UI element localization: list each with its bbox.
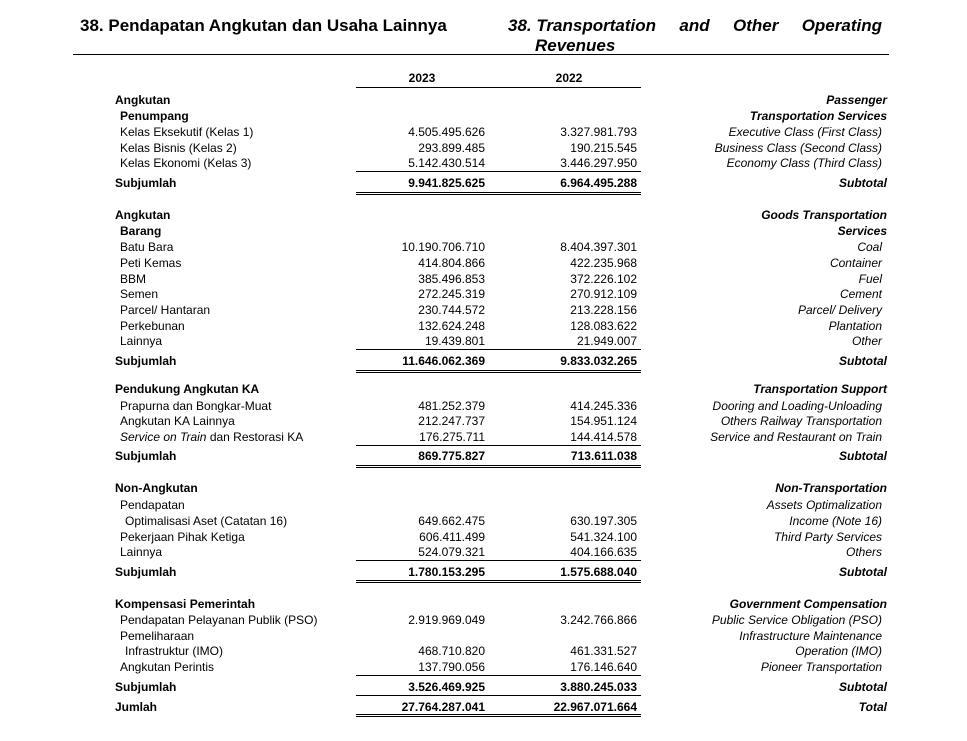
value-2022: 3.242.766.866 — [560, 613, 637, 627]
value-2023: 3.526.469.925 — [408, 680, 485, 694]
row-label: Angkutan — [115, 93, 171, 107]
row-label: Pemeliharaan — [120, 629, 195, 643]
value-2023: 468.710.820 — [418, 644, 485, 658]
total-double-rule — [356, 370, 504, 373]
title-en-line2: Revenues — [535, 36, 616, 55]
value-2023: 230.744.572 — [418, 303, 485, 317]
row-label-en: Government Compensation — [729, 597, 887, 611]
value-2022: 3.446.297.950 — [560, 156, 637, 170]
table-row — [0, 497, 967, 513]
row-label-en: Business Class (Second Class) — [714, 141, 882, 155]
table-row — [0, 318, 967, 334]
row-label: Jumlah — [115, 700, 158, 714]
row-label: Angkutan — [115, 208, 171, 222]
table-row — [0, 529, 967, 545]
row-label: Barang — [120, 224, 162, 238]
table-row — [0, 302, 967, 318]
row-label: Service on Train dan Restorasi KA — [120, 430, 304, 444]
total-double-rule — [493, 370, 641, 373]
value-2023: 649.662.475 — [418, 514, 485, 528]
section-header-row — [0, 223, 967, 239]
value-2023: 137.790.056 — [418, 660, 485, 674]
table-row — [0, 140, 967, 156]
sum-rule — [493, 445, 641, 446]
row-label-en: Dooring and Loading-Unloading — [712, 399, 882, 413]
row-label: Subjumlah — [115, 176, 177, 190]
row-label: Perkebunan — [120, 319, 185, 333]
col-header-rule — [356, 87, 504, 88]
title-en-word: Operating — [801, 16, 882, 35]
value-2023: 414.804.866 — [418, 256, 485, 270]
row-label: Kelas Ekonomi (Kelas 3) — [120, 156, 252, 170]
row-label-en: Transportation Support — [753, 382, 887, 396]
value-2022: 414.245.336 — [570, 399, 637, 413]
value-2022: 1.575.688.040 — [560, 565, 637, 579]
row-label: Pendapatan — [120, 498, 185, 512]
sum-rule — [356, 695, 504, 696]
row-label-en: Coal — [857, 240, 882, 254]
value-2022: 630.197.305 — [570, 514, 637, 528]
sum-rule — [493, 560, 641, 561]
row-label: Penumpang — [120, 109, 189, 123]
value-2022: 176.146.640 — [570, 660, 637, 674]
section-header-row — [0, 480, 967, 496]
total-double-rule — [356, 714, 504, 717]
row-label-en: Fuel — [858, 272, 882, 286]
section-header-row — [0, 108, 967, 124]
sum-rule — [493, 171, 641, 172]
subtotal-row — [0, 448, 967, 464]
section-header-row — [0, 92, 967, 108]
total-double-rule — [493, 580, 641, 583]
row-label-en: Goods Transportation — [761, 208, 887, 222]
row-label-en: Container — [829, 256, 882, 270]
section-header-row — [0, 381, 967, 397]
row-label: Infrastruktur (IMO) — [125, 644, 224, 658]
value-2022: 3.327.981.793 — [560, 125, 637, 139]
value-2023: 1.780.153.295 — [408, 565, 485, 579]
value-2022: 8.404.397.301 — [560, 240, 637, 254]
subtotal-row — [0, 353, 967, 369]
row-label: Subjumlah — [115, 449, 177, 463]
table-row — [0, 255, 967, 271]
row-label-en: Cement — [839, 287, 882, 301]
row-label-en: Transportation Services — [749, 109, 887, 123]
value-2023: 132.624.248 — [418, 319, 485, 333]
sum-rule — [493, 695, 641, 696]
row-label-en: Parcel/ Delivery — [797, 303, 882, 317]
value-2023: 11.646.062.369 — [402, 354, 485, 368]
value-2022: 372.226.102 — [570, 272, 637, 286]
value-2023: 10.190.706.710 — [401, 240, 485, 254]
row-label: Subjumlah — [115, 680, 177, 694]
title-en-word: and — [679, 16, 710, 35]
row-label: Non-Angkutan — [115, 481, 198, 495]
table-row — [0, 333, 967, 349]
table-row — [0, 271, 967, 287]
table-row — [0, 398, 967, 414]
table-row — [0, 513, 967, 529]
row-label-en: Public Service Obligation (PSO) — [711, 613, 882, 627]
value-2023: 5.142.430.514 — [408, 156, 485, 170]
value-2023: 293.899.485 — [418, 141, 485, 155]
value-2022: 6.964.495.288 — [560, 176, 637, 190]
row-label-en: Subtotal — [839, 680, 887, 694]
row-label: Parcel/ Hantaran — [120, 303, 211, 317]
row-label: Subjumlah — [115, 354, 177, 368]
value-2023: 19.439.801 — [424, 334, 485, 348]
title-en-word: Other — [732, 16, 779, 35]
value-2022: 3.880.245.033 — [560, 680, 637, 694]
row-label: Subjumlah — [115, 565, 177, 579]
value-2022: 713.611.038 — [570, 449, 637, 463]
col-header-rule — [493, 87, 641, 88]
table-row — [0, 239, 967, 255]
row-label-en: Services — [837, 224, 887, 238]
row-label: Angkutan Perintis — [120, 660, 215, 674]
sum-rule — [356, 445, 504, 446]
row-label-en: Subtotal — [839, 565, 887, 579]
total-double-rule — [356, 465, 504, 468]
value-2023: 272.245.319 — [418, 287, 485, 301]
row-label: Pekerjaan Pihak Ketiga — [120, 530, 245, 544]
value-2022: 461.331.527 — [570, 644, 637, 658]
row-label-en: Assets Optimalization — [766, 498, 882, 512]
row-label: Kelas Eksekutif (Kelas 1) — [120, 125, 254, 139]
row-label: Optimalisasi Aset (Catatan 16) — [125, 514, 288, 528]
col-header-2022: 2022 — [555, 71, 583, 85]
value-2022: 213.228.156 — [570, 303, 637, 317]
value-2022: 541.324.100 — [570, 530, 637, 544]
title-en-word: 38. Transportation — [508, 16, 656, 35]
value-2023: 176.275.711 — [419, 430, 485, 444]
row-label-en: Executive Class (First Class) — [728, 125, 882, 139]
row-label: BBM — [120, 272, 147, 286]
subtotal-row — [0, 175, 967, 191]
subtotal-row — [0, 679, 967, 695]
value-2023: 385.496.853 — [418, 272, 485, 286]
row-label-en: Income (Note 16) — [789, 514, 882, 528]
header-rule — [73, 54, 889, 55]
row-label: Kompensasi Pemerintah — [115, 597, 256, 611]
total-double-rule — [493, 192, 641, 195]
value-2022: 404.166.635 — [570, 545, 637, 559]
row-label-en: Infrastructure Maintenance — [739, 629, 882, 643]
total-double-rule — [493, 714, 641, 717]
title-en — [508, 16, 882, 56]
row-label: Batu Bara — [120, 240, 174, 254]
table-row — [0, 155, 967, 171]
sum-rule — [356, 349, 504, 350]
row-label: Lainnya — [120, 545, 163, 559]
row-label-en: Others — [845, 545, 882, 559]
row-label-en: Service and Restaurant on Train — [710, 430, 882, 444]
value-2022: 128.083.622 — [570, 319, 637, 333]
row-label-italic: Service on Train — [120, 430, 207, 444]
sum-rule — [493, 349, 641, 350]
row-label-en: Third Party Services — [773, 530, 882, 544]
value-2023: 212.247.737 — [418, 414, 485, 428]
row-label: Angkutan KA Lainnya — [120, 414, 235, 428]
table-row — [0, 124, 967, 140]
subtotal-row — [0, 699, 967, 715]
row-label: Lainnya — [120, 334, 163, 348]
row-label-en: Plantation — [828, 319, 882, 333]
row-label-en: Pioneer Transportation — [760, 660, 882, 674]
row-label-en: Operation (IMO) — [795, 644, 882, 658]
sum-rule — [356, 560, 504, 561]
sum-rule — [356, 675, 504, 676]
row-label-en: Non-Transportation — [775, 481, 887, 495]
row-label: Pendukung Angkutan KA — [115, 382, 260, 396]
table-row — [0, 544, 967, 560]
total-double-rule — [356, 580, 504, 583]
value-2023: 481.252.379 — [418, 399, 485, 413]
total-double-rule — [493, 465, 641, 468]
row-label: Peti Kemas — [120, 256, 182, 270]
value-2023: 27.764.287.041 — [401, 700, 485, 714]
row-label-en: Passenger — [826, 93, 887, 107]
value-2022: 9.833.032.265 — [560, 354, 637, 368]
table-row — [0, 643, 967, 659]
value-2023: 2.919.969.049 — [408, 613, 485, 627]
value-2022: 22.967.071.664 — [553, 700, 637, 714]
row-label: Prapurna dan Bongkar-Muat — [120, 399, 272, 413]
section-header-row — [0, 596, 967, 612]
value-2022: 270.912.109 — [570, 287, 637, 301]
title-id: 38. Pendapatan Angkutan dan Usaha Lainnya — [80, 16, 447, 35]
value-2023: 4.505.495.626 — [408, 125, 485, 139]
table-row — [0, 286, 967, 302]
value-2022: 190.215.545 — [570, 141, 637, 155]
row-label: Kelas Bisnis (Kelas 2) — [120, 141, 237, 155]
value-2022: 21.949.007 — [576, 334, 637, 348]
row-label-en: Economy Class (Third Class) — [726, 156, 882, 170]
row-label-en: Total — [858, 700, 887, 714]
row-label-en: Other — [851, 334, 882, 348]
table-row — [0, 659, 967, 675]
sum-rule — [493, 675, 641, 676]
table-row — [0, 429, 967, 445]
value-2022: 144.414.578 — [570, 430, 637, 444]
value-2023: 9.941.825.625 — [408, 176, 485, 190]
row-label: Semen — [120, 287, 159, 301]
sum-rule — [356, 171, 504, 172]
value-2023: 606.411.499 — [419, 530, 485, 544]
row-label-en: Subtotal — [839, 176, 887, 190]
row-label-en: Subtotal — [839, 449, 887, 463]
value-2023: 524.079.321 — [418, 545, 485, 559]
value-2022: 422.235.968 — [570, 256, 637, 270]
col-header-2023: 2023 — [408, 71, 436, 85]
section-header-row — [0, 207, 967, 223]
row-label: Pendapatan Pelayanan Publik (PSO) — [120, 613, 318, 627]
total-double-rule — [356, 192, 504, 195]
table-row — [0, 413, 967, 429]
table-row — [0, 612, 967, 628]
subtotal-row — [0, 564, 967, 580]
value-2022: 154.951.124 — [570, 414, 637, 428]
value-2023: 869.775.827 — [418, 449, 485, 463]
table-row — [0, 628, 967, 644]
row-label-en: Others Railway Transportation — [720, 414, 882, 428]
row-label-en: Subtotal — [839, 354, 887, 368]
